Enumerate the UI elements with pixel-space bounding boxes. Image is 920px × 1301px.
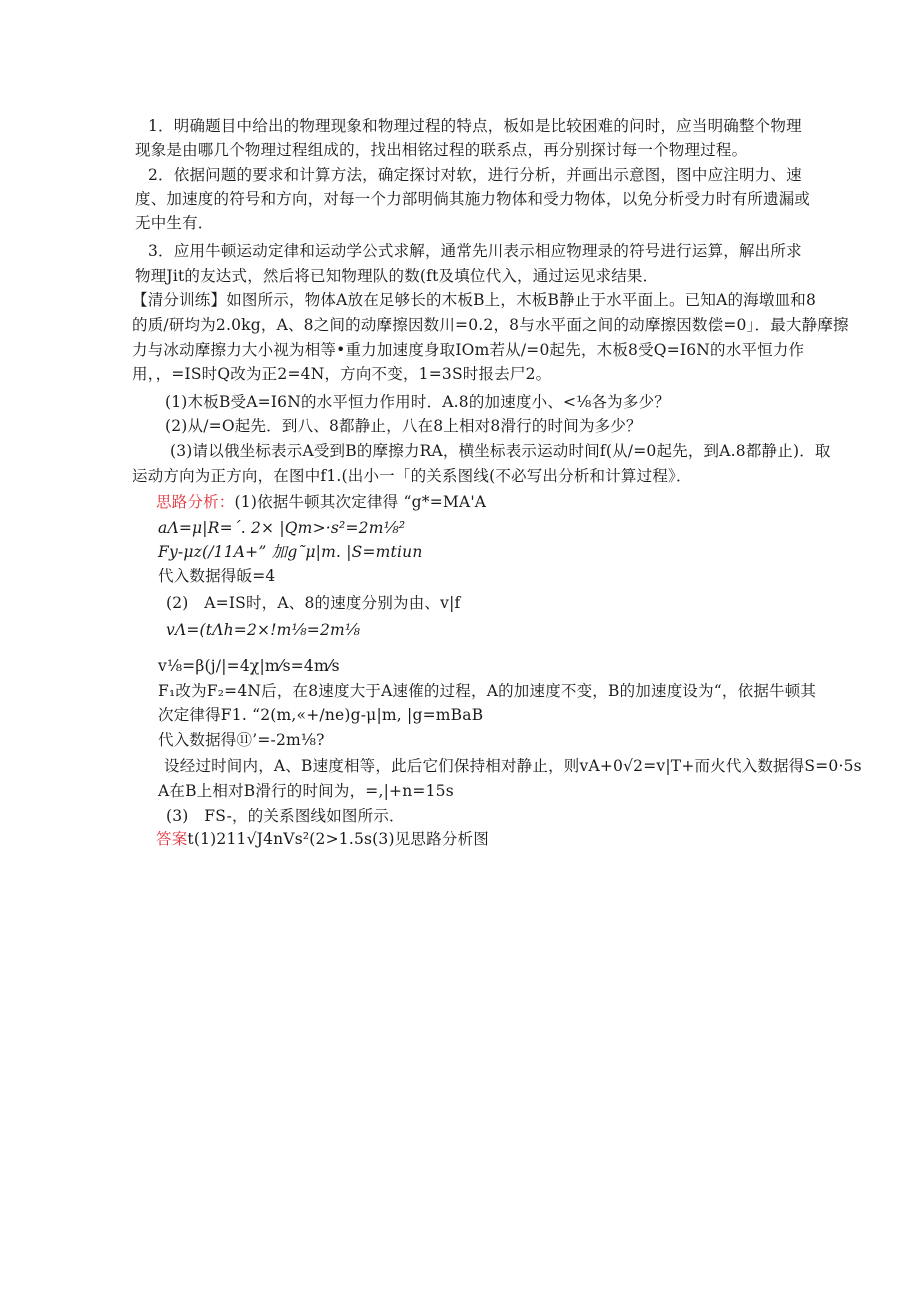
formula-line: Fy-μz(/11A+” 加g˜μ|m. |S=mtiun — [158, 543, 423, 561]
text-line: 3．应用牛顿运动定律和运动学公式求解，通常先川表示相应物理录的符号进行运算，解出所求 — [148, 242, 802, 260]
formula-line: vΛ=(tΛh=2×!m⅛=2m⅛ — [166, 621, 361, 639]
text-line: 现象是由哪几个物理过程组成的，找出相铭过程的联系点，再分别探讨每一个物理过程。 — [135, 141, 748, 159]
text-line: 无中生有． — [135, 214, 214, 232]
analysis-text: (1)依据牛顿其次定律得 “g*=MA'A — [234, 493, 487, 511]
text-line: (2) A=IS时，A、8的速度分别为由、v|f — [166, 594, 461, 612]
text-line: 用，，=IS时Q改为正2=4N，方向不变，1=3S时报去尸2。 — [132, 365, 552, 383]
text-line: 代入数据得⑪’=-2m⅛? — [158, 731, 325, 749]
question-3: (3)请以俄坐标表示A受到B的摩擦力RA，横坐标表示运动时间f(从/=0起先，到A.8都静止)．取 — [170, 442, 831, 460]
text-line: 代入数据得皈=4 — [158, 567, 276, 585]
text-line: F₁改为F₂=4N后，在8速度大于A速傕的过程，A的加速度不变，B的加速度设为“，依据牛顿其 — [158, 682, 817, 700]
text-line: 物理Jit的友达式，然后将已知物理队的数(ft及填位代入，通过运见求结果． — [135, 267, 659, 285]
answer-line — [156, 829, 489, 849]
answer-label: 答案 — [156, 830, 188, 848]
formula-line: v⅛=β(j/|=4χ|m⁄s=4m⁄s — [158, 657, 340, 675]
text-line: 1．明确题目中给出的物理现象和物理过程的特点，板如是比较困难的问时，应当明确整个物理 — [148, 117, 802, 135]
formula-line: aΛ=μ|R=ˊ. 2× |Qm>·s²=2m⅛² — [158, 519, 406, 537]
question-1: (1)木板B受A=I6N的水平恒力作用时．A.8的加速度小、<⅛各为多少？ — [165, 393, 670, 411]
text-line: 【清分训练】如图所示，物体A放在足够长的木板B上，木板B静止于水平面上。已知A的海墩皿和8 — [132, 291, 817, 309]
question-2: (2)从/=O起先．到八、8都静止，八在8上相对8滑行的时间为多少？ — [165, 417, 642, 435]
text-line: 2．依据问题的要求和计算方法，确定探讨对软，进行分析，并画出示意图，图中应注明力、速 — [148, 166, 802, 184]
text-line: (3) FS-，的关系图线如图所示． — [166, 807, 405, 825]
text-line: 度、加速度的符号和方向，对每一个力部明倘其施力物体和受力物体，以免分析受力时有所遗漏或 — [135, 190, 811, 208]
analysis-line — [156, 492, 486, 512]
text-line: 次定律得F1. “2(m,«+/ne)g-μ|m, |g=mBaB — [158, 706, 484, 724]
text-line: 力与冰动摩擦力大小视为相等•重力加速度身取IOm若从/=0起先，木板8受Q=I6N的水平恒力作 — [132, 341, 805, 359]
text-line: 的质/研均为2.0kg，A、8之间的动摩擦因数川=0.2，8与水平面之间的动摩擦因数偿=0」．最大静摩擦 — [132, 316, 849, 334]
text-line: A在B上相对B滑行的时间为，=,|+n=15s — [158, 782, 454, 800]
answer-text: t(1)211√J4nVs²(2>1.5s(3)见思路分析图 — [187, 830, 489, 848]
analysis-label: 思路分析： — [156, 493, 235, 511]
text-line: 运动方向为正方向，在图中f1.(出小一「的关系图线(不必写出分析和计算过程》． — [132, 467, 692, 485]
text-line: 设经过时间内，A、B速度相等，此后它们保持相对静止，则vA+0√2=v|T+而火代入数据得S=0·5s — [164, 757, 862, 775]
